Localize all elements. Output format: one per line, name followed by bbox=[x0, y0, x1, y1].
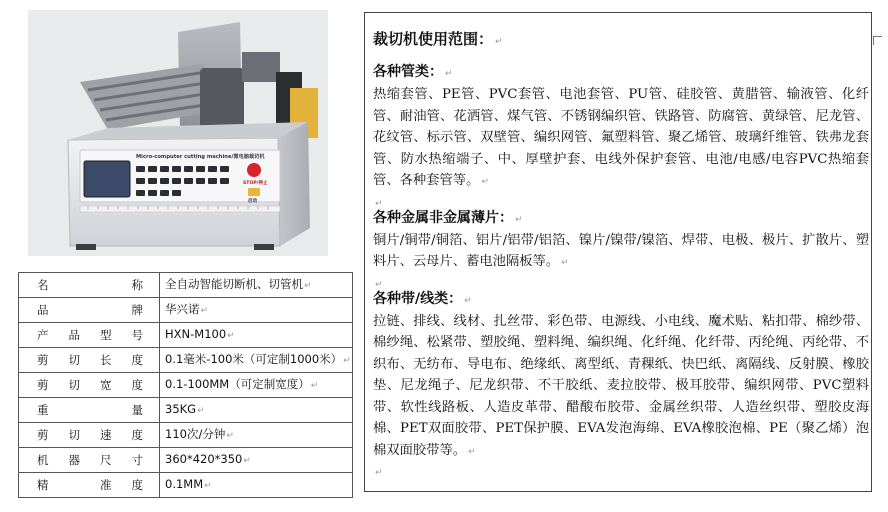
usage-scope-box bbox=[364, 12, 872, 492]
machine-photo bbox=[28, 10, 328, 256]
category-body-tapes: 拉链、排线、线材、扎丝带、彩色带、电源线、小电线、魔术贴、粘扣带、棉纱带、棉纱绳、松紧带、塑胶绳、塑料绳、编织绳、化纤绳、化纤带、丙纶绳、丙纶带、不织布、无纺布、导电布、绝缘纸、离型纸、青稞纸、快巴纸、离隔线、反射膜、橡胶垫、尼龙绳子、尼龙织带、不干胶纸、麦拉胶带、极耳胶带、编织网带、PVC塑料带、软性线路板、人造皮革带、醋酸布胶带、金属丝织带、人造丝织带、塑胶皮海棉、PET双面胶带、PET保护膜、EVA发泡海绵、EVA橡胶泡棉、PE（聚乙烯）泡棉双面胶带等。 ↵ bbox=[373, 313, 869, 458]
table-row bbox=[19, 323, 353, 348]
motor-housing bbox=[242, 52, 280, 82]
start-label: 启动 bbox=[248, 199, 258, 204]
spec-label: 重 量 bbox=[19, 398, 160, 423]
spec-label: 品 牌 bbox=[19, 298, 160, 323]
spec-value: 0.1毫米-100米（可定制1000米）↵ bbox=[160, 348, 353, 373]
cutting-machine-illustration bbox=[28, 10, 328, 256]
margin-corner-mark bbox=[873, 36, 882, 45]
table-row bbox=[19, 398, 353, 423]
table-row bbox=[19, 473, 353, 498]
spec-value: 35KG↵ bbox=[160, 398, 353, 423]
spec-label: 机器尺寸 bbox=[19, 448, 160, 473]
table-row bbox=[19, 448, 353, 473]
spec-table bbox=[18, 272, 353, 498]
category-body-tubes: 热缩套管、PE管、PVC套管、电池套管、PU管、硅胶管、黄腊管、输液管、化纤管、耐油管、花洒管、煤气管、不锈钢编织管、铁路管、防腐管、黄绿管、尼龙管、花纹管、标示管、双壁管、编织网管、氟塑料管、聚乙烯管、玻璃纤维管、铁弗龙套管、防水热缩端子、中、厚壁护套、电线外保护套管、电池/电感/电容PVC热缩套管、各种套管等。 ↵ bbox=[373, 87, 869, 188]
scope-title: 裁切机使用范围： ↵ bbox=[373, 30, 503, 48]
panel-title: Micro-computer cutting machine/微电脑裁切机 bbox=[136, 154, 265, 160]
stop-button bbox=[247, 163, 261, 177]
spec-value: 0.1MM↵ bbox=[160, 473, 353, 498]
table-row bbox=[19, 373, 353, 398]
category-title-sheets: 各种金属非金属薄片： ↵ bbox=[373, 209, 523, 226]
paragraph-mark: ↵ bbox=[375, 468, 383, 478]
spec-value: 全自动智能切断机、切管机↵ bbox=[160, 273, 353, 298]
category-body-sheets: 铜片/铜带/铜箔、铝片/铝带/铝箔、镍片/镍带/镍箔、焊带、电极、极片、扩散片、塑料片、云母片、蓄电池隔板等。 ↵ bbox=[373, 232, 869, 269]
table-row bbox=[19, 348, 353, 373]
spec-label: 产品型号 bbox=[19, 323, 160, 348]
spec-value: 0.1-100MM（可定制宽度）↵ bbox=[160, 373, 353, 398]
spec-value: 110次/分钟↵ bbox=[160, 423, 353, 448]
start-button bbox=[248, 188, 260, 196]
machine-side bbox=[278, 122, 310, 246]
table-row bbox=[19, 298, 353, 323]
lcd-screen bbox=[84, 161, 130, 197]
paragraph-mark: ↵ bbox=[375, 279, 383, 290]
ruler-strip bbox=[80, 206, 280, 212]
category-title-tubes: 各种管类： ↵ bbox=[373, 64, 453, 80]
spec-label: 剪切宽度 bbox=[19, 373, 160, 398]
category-title-tapes: 各种带/线类： ↵ bbox=[373, 290, 472, 307]
spec-value: 华兴诺↵ bbox=[160, 298, 353, 323]
spec-value: HXN-M100↵ bbox=[160, 323, 353, 348]
table-row bbox=[19, 423, 353, 448]
cutter-head bbox=[200, 68, 244, 128]
spec-label: 剪切速度 bbox=[19, 423, 160, 448]
stop-label: STOP/停止 bbox=[243, 181, 268, 186]
spec-label: 精 准度 bbox=[19, 473, 160, 498]
spec-label: 名 称 bbox=[19, 273, 160, 298]
machine-foot-right bbox=[254, 244, 274, 250]
paragraph-mark: ↵ bbox=[375, 198, 383, 209]
spec-label: 剪切长度 bbox=[19, 348, 160, 373]
spec-value: 360*420*350↵ bbox=[160, 448, 353, 473]
table-row bbox=[19, 273, 353, 298]
machine-foot-left bbox=[76, 244, 96, 250]
